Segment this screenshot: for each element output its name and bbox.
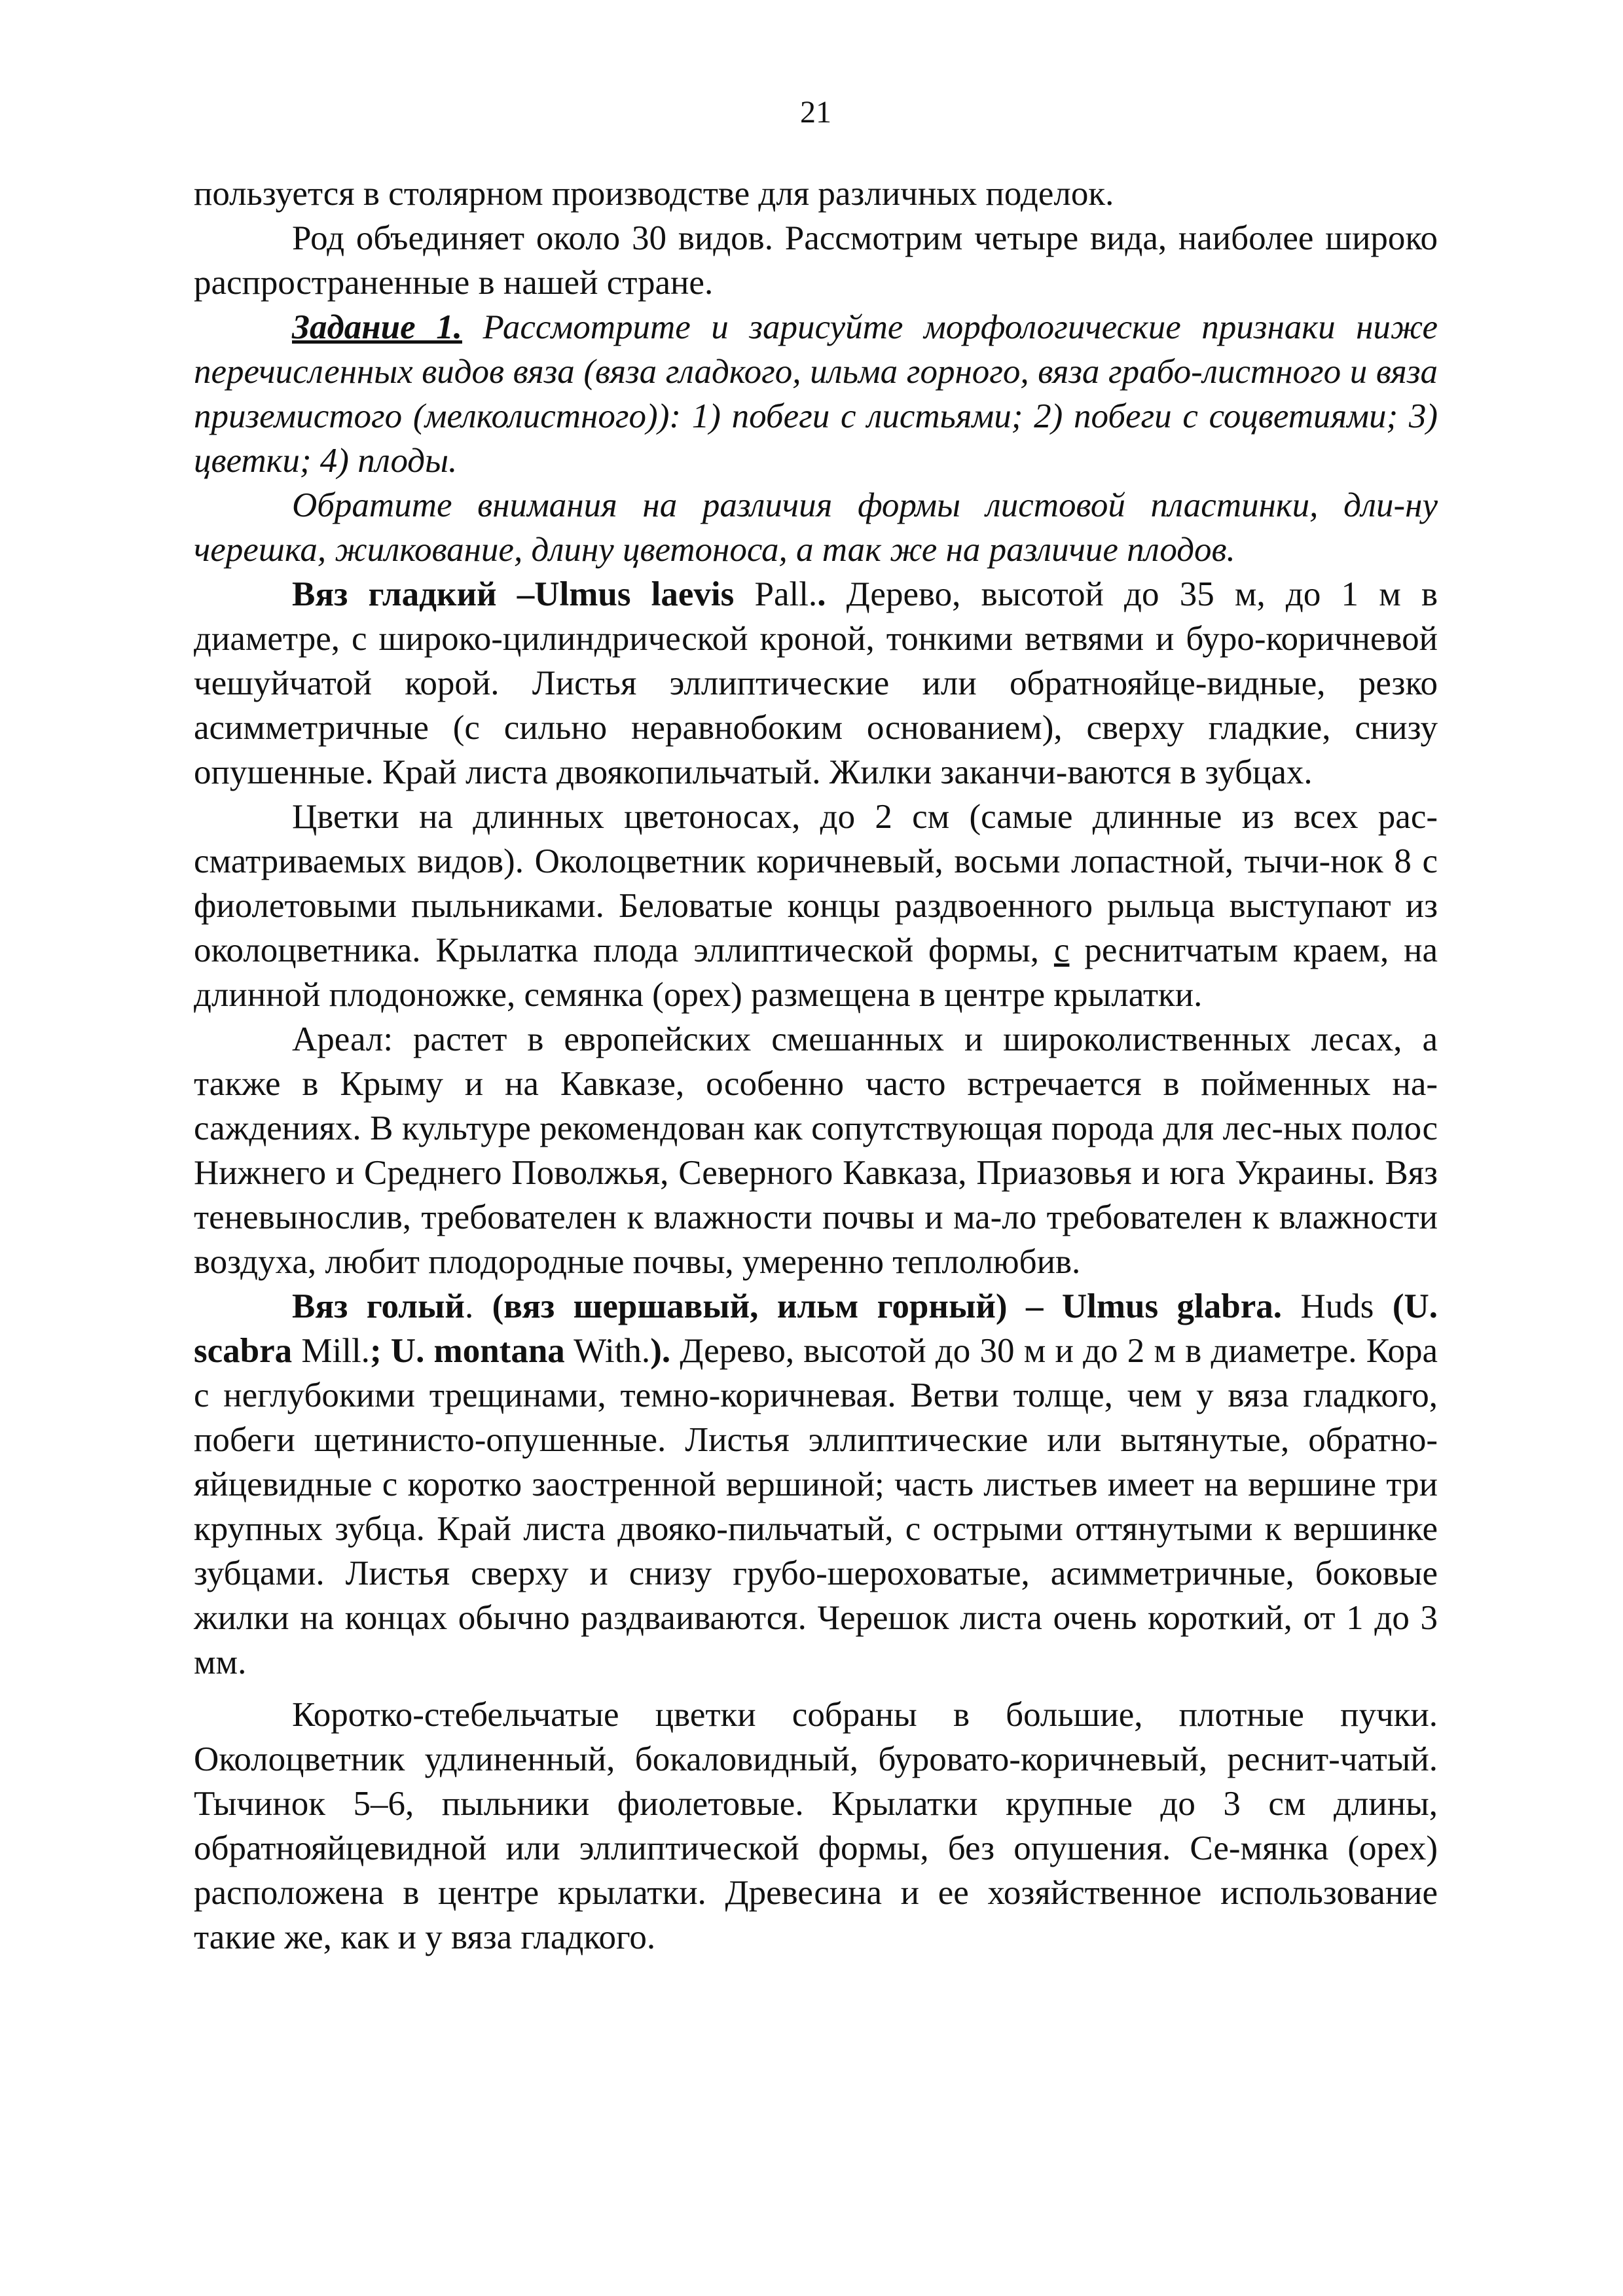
paragraph-genus-intro: Род объединяет около 30 видов. Рассмотрим четыре вида, наиболее широко распространенные в нашей стране.	[194, 219, 1438, 302]
synonym-montana: ; U. montana	[369, 1332, 565, 1370]
document-body	[194, 171, 1438, 1960]
task-text: Рассмотрите и зарисуйте морфологические признаки ниже перечисленных видов вяза (вяза гладкого, ильма горного, вяза грабо-листного и вяза приземистого (мелколистного)): 1) побеги с листьями; 2) побеги с соцветиями; 3) цветки; 4) плоды.	[194, 308, 1438, 480]
species-name-laevis: Вяз гладкий –Ulmus laevis	[292, 575, 735, 613]
species-name-glabra: Вяз голый	[292, 1287, 465, 1325]
paragraph-continuation: пользуется в столярном производстве для различных поделок.	[194, 175, 1114, 213]
glabra-description: Дерево, высотой до 30 м и до 2 м в диаметре. Кора с неглубокими трещинами, темно-коричневая. Ветви толще, чем у вяза гладкого, побеги щетинисто-опушенные. Листья эллиптические или вытянутые, обратно-яйцевидные с коротко заостренной вершиной; часть листьев имеет на вершине три крупных зубца. Край листа двояко-пильчатый, с острыми оттянутыми к вершинке зубцами. Листья сверху и снизу грубо-шероховатые, асимметричные, боковые жилки на концах обычно раздваиваются. Черешок листа очень короткий, от 1 до 3 мм.	[194, 1332, 1438, 1681]
task-label: Задание 1.	[292, 308, 462, 346]
paragraph-glabra-description: Вяз голый. (вяз шершавый, ильм горный) – Ulmus glabra. Huds (U. scabra Mill.; U. montana With.). Дерево, высотой до 30 м и до 2 м в диаметре. Кора с неглубокими трещинами, темно-коричневая. Ветви толще, чем у вяза гладкого, побеги щетинисто-опушенные. Листья эллиптические или вытянутые, обратно-яйцевидные с коротко заостренной вершиной; часть листьев имеет на вершине три крупных зубца. Край листа двояко-пильчатый, с острыми оттянутыми к вершинке зубцами. Листья сверху и снизу грубо-шероховатые, асимметричные, боковые жилки на концах обычно раздваиваются. Черешок листа очень короткий, от 1 до 3 мм.	[194, 1287, 1438, 1681]
underlined-letter: с	[1053, 931, 1070, 969]
page-number: 21	[800, 95, 831, 130]
laevis-description: Дерево, высотой до 35 м, до 1 м в диаметре, с широко-цилиндрической кроной, тонкими ветвями и буро-коричневой чешуйчатой корой. Листья эллиптические или обратнояйце-видные, резко асимметричные (с сильно неравнобоким основанием), сверху гладкие, снизу опушенные. Край листа двоякопильчатый. Жилки заканчи-ваются в зубцах.	[194, 575, 1438, 791]
paragraph-laevis-flowers: Цветки на длинных цветоносах, до 2 см (самые длинные из всех рас-сматриваемых видов). Околоцветник коричневый, восьми лопастной, тычи-нок 8 с фиолетовыми пыльниками. Беловатые концы раздвоенного рыльца выступают из околоцветника. Крылатка плода эллиптической формы, с реснитчатым краем, на длинной плодоножке, семянка (орех) размещена в центре крылатки.	[194, 798, 1438, 1014]
paragraph-task	[194, 305, 1438, 483]
synonym-scabra: (U. scabra	[194, 1287, 1438, 1370]
paragraph-note: Обратите внимания на различия формы листовой пластинки, дли-ну черешка, жилкование, длину цветоноса, а так же на различие плодов.	[194, 486, 1438, 569]
paragraph-laevis-areal: Ареал: растет в европейских смешанных и широколиственных лесах, а также в Крыму и на Кавказе, особенно часто встречается в пойменных на-саждениях. В культуре рекомендован как сопутствующая порода для лес-ных полос Нижнего и Среднего Поволжья, Северного Кавказа, Приазовья и юга Украины. Вяз теневынослив, требователен к влажности почвы и ма-ло требователен к влажности воздуха, любит плодородные почвы, умеренно теплолюбив.	[194, 1020, 1438, 1281]
paragraph-glabra-flowers: Коротко-стебельчатые цветки собраны в большие, плотные пучки. Околоцветник удлиненный, бокаловидный, буровато-коричневый, реснит-чатый. Тычинок 5–6, пыльники фиолетовые. Крылатки крупные до 3 см длины, обратнояйцевидной или эллиптической формы, без опушения. Се-мянка (орех) расположена в центре крылатки. Древесина и ее хозяйственное использование такие же, как и у вяза гладкого.	[194, 1696, 1438, 1956]
paragraph-laevis-description: Вяз гладкий –Ulmus laevis Pall.. Дерево, высотой до 35 м, до 1 м в диаметре, с широко-цилиндрической кроной, тонкими ветвями и буро-коричневой чешуйчатой корой. Листья эллиптические или обратнояйце-видные, резко асимметричные (с сильно неравнобоким основанием), сверху гладкие, снизу опушенные. Край листа двоякопильчатый. Жилки заканчи-ваются в зубцах.	[194, 575, 1438, 791]
author-glabra: Huds	[1282, 1287, 1374, 1325]
author-laevis: Pall.	[754, 575, 818, 613]
